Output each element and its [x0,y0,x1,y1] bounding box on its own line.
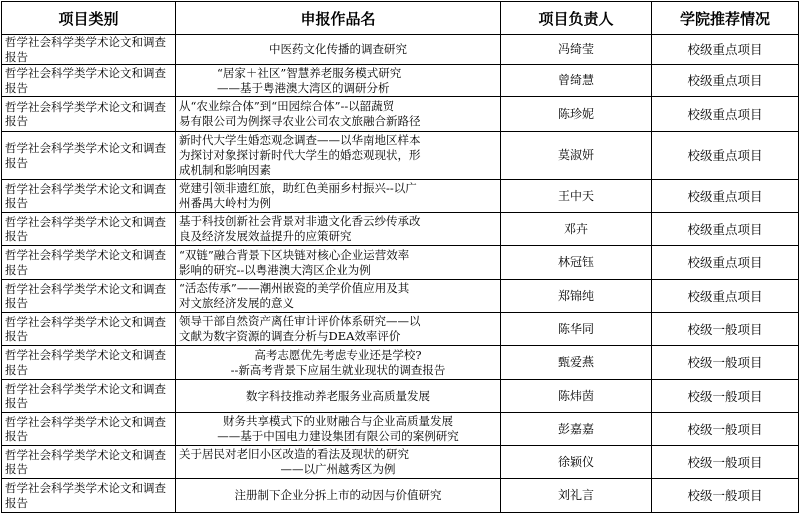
cell-title [176,180,501,213]
cell-leader: 彭嘉嘉 [501,413,652,446]
title-line: 关于居民对老旧小区改造的看法及现状的研究 [179,447,409,461]
cell-recommendation: 校级重点项目 [652,35,799,65]
title-line: 数字科技推动养老服务业高质量发展 [246,388,430,403]
cell-title [176,446,501,479]
cell-category: 哲学社会科学类学术论文和调查报告 [2,479,176,513]
title-line: 基于科技创新社会背景对非遗文化香云纱传承改 [179,214,421,228]
cell-category: 哲学社会科学类学术论文和调查报告 [2,380,176,413]
table-row [2,35,799,65]
cell-category: 哲学社会科学类学术论文和调查报告 [2,180,176,213]
project-table [1,1,799,513]
table-row [2,132,799,180]
title-line: 成机制和影响因素 [179,163,271,177]
cell-recommendation: 校级一般项目 [652,446,799,479]
cell-title [176,313,501,346]
table-row [2,346,799,380]
title-line: 易有限公司为例探寻农业公司农文旅融合新路径 [179,114,421,128]
title-line: 领导干部自然资产离任审计评价体系研究——以 [179,314,421,328]
title-line: 为探讨对象探讨新时代大学生的婚恋观现状，形 [179,148,421,162]
cell-title [176,280,501,313]
cell-leader: 刘礼言 [501,479,652,513]
cell-leader: 陈华同 [501,313,652,346]
table-body [2,35,799,513]
cell-category: 哲学社会科学类学术论文和调查报告 [2,132,176,180]
title-line: “双链”融合背景下区块链对核心企业运营效率 [179,247,410,262]
title-line: 文献为数字资源的调查分析与DEA效率评价 [179,329,401,343]
table-row [2,280,799,313]
cell-leader: 王中天 [501,180,652,213]
cell-title [176,346,501,380]
title-line: 高考志愿优先考虑专业还是学校? [254,347,422,362]
cell-title [176,132,501,180]
cell-leader: 林冠钰 [501,246,652,280]
cell-category: 哲学社会科学类学术论文和调查报告 [2,280,176,313]
cell-recommendation: 校级一般项目 [652,380,799,413]
header-leader: 项目负责人 [501,2,652,35]
title-line: 党建引领非遗红旅，助红色美丽乡村振兴--以广 [179,181,417,195]
cell-leader: 莫淑妍 [501,132,652,180]
cell-category: 哲学社会科学类学术论文和调查报告 [2,35,176,65]
cell-recommendation: 校级一般项目 [652,479,799,513]
cell-recommendation: 校级重点项目 [652,65,799,97]
cell-recommendation: 校级一般项目 [652,346,799,380]
title-line: 注册制下企业分拆上市的动因与价值研究 [234,488,442,502]
cell-category: 哲学社会科学类学术论文和调查报告 [2,213,176,246]
cell-leader: 徐颖仪 [501,446,652,479]
cell-leader: 邓卉 [501,213,652,246]
table-row [2,446,799,479]
cell-title [176,380,501,413]
cell-recommendation: 校级重点项目 [652,132,799,180]
title-line: “活态传承”——潮州嵌瓷的美学价值应用及其 [179,281,410,295]
header-row [2,2,799,35]
cell-recommendation: 校级重点项目 [652,246,799,280]
cell-title [176,413,501,446]
cell-recommendation: 校级重点项目 [652,280,799,313]
cell-category: 哲学社会科学类学术论文和调查报告 [2,446,176,479]
cell-category: 哲学社会科学类学术论文和调查报告 [2,97,176,132]
cell-leader: 郑锦纯 [501,280,652,313]
cell-recommendation: 校级重点项目 [652,97,799,132]
cell-recommendation: 校级一般项目 [652,413,799,446]
cell-title [176,35,501,65]
table-row [2,413,799,446]
title-line: ——基于中国电力建设集团有限公司的案例研究 [217,429,459,443]
title-line: --新高考背景下应届生就业现状的调查报告 [230,362,446,377]
title-line: ——以广州越秀区为例 [280,462,396,476]
table-row [2,97,799,132]
title-line: 新时代大学生婚恋观念调查——以华南地区样本 [179,133,421,147]
cell-recommendation: 校级重点项目 [652,213,799,246]
cell-title [176,246,501,280]
table-row [2,213,799,246]
cell-title [176,479,501,513]
cell-leader: 陈珍妮 [501,97,652,132]
cell-category: 哲学社会科学类学术论文和调查报告 [2,346,176,380]
cell-recommendation: 校级重点项目 [652,180,799,213]
table-row [2,479,799,513]
title-line: 从“农业综合体”到“田园综合体”--以韶蔬贸 [179,99,395,113]
cell-category: 哲学社会科学类学术论文和调查报告 [2,313,176,346]
table-row [2,180,799,213]
title-line: ——基于粤港澳大湾区的调研分析 [217,80,390,95]
header-category: 项目类别 [2,2,176,35]
cell-category: 哲学社会科学类学术论文和调查报告 [2,413,176,446]
cell-recommendation: 校级一般项目 [652,313,799,346]
title-line: 影响的研究--以粤港澳大湾区企业为例 [179,262,371,277]
header-recommendation: 学院推荐情况 [652,2,799,35]
title-line: “居家＋社区”智慧养老服务模式研究 [217,65,402,80]
title-line: 州番禺大岭村为例 [179,196,271,210]
cell-leader: 曾绮慧 [501,65,652,97]
header-title: 申报作品名 [176,2,501,35]
title-line: 对文旅经济发展的意义 [179,296,294,310]
table-row [2,246,799,280]
title-line: 良及经济发展效益提升的应策研究 [179,229,352,243]
cell-category: 哲学社会科学类学术论文和调查报告 [2,246,176,280]
cell-title [176,213,501,246]
cell-title [176,97,501,132]
title-line: 中医药文化传播的调查研究 [269,42,407,56]
table-row [2,313,799,346]
cell-title [176,65,501,97]
cell-leader: 冯绮莹 [501,35,652,65]
cell-category: 哲学社会科学类学术论文和调查报告 [2,65,176,97]
title-line: 财务共享模式下的业财融合与企业高质量发展 [223,414,453,428]
cell-leader: 甄爱燕 [501,346,652,380]
table-row [2,380,799,413]
table-row [2,65,799,97]
cell-leader: 陈炜茵 [501,380,652,413]
